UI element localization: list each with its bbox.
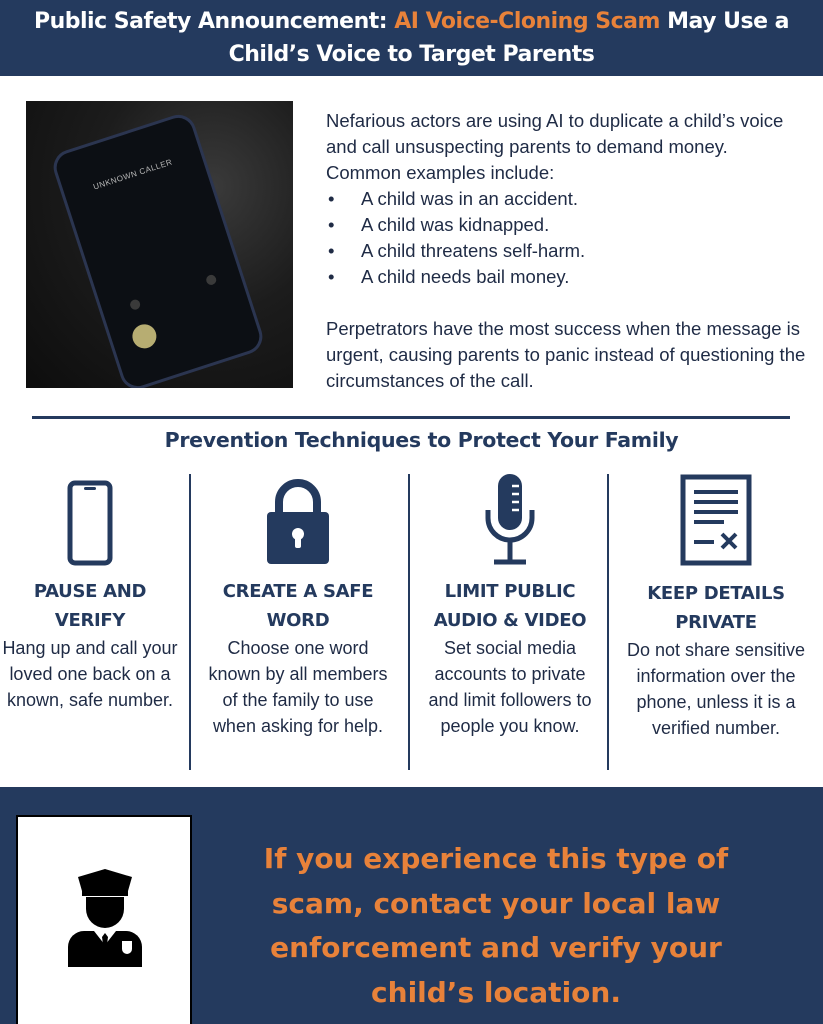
microphone-icon	[418, 470, 602, 566]
example-item: • A child needs bail money.	[326, 264, 806, 290]
announcement-header	[0, 0, 823, 76]
technique-description: Do not share sensitive information over the phone, unless it is a verified number.	[626, 640, 806, 738]
technique-limit-media	[418, 470, 602, 739]
example-item: • A child threatens self-harm.	[326, 238, 806, 264]
scam-description	[326, 108, 806, 394]
technique-title: CREATE A SAFE WORD	[222, 581, 374, 631]
contact-law-enforcement-message: If you experience this type of scam, contact your local law enforcement and verify your child’s location.	[263, 842, 729, 1009]
prevention-heading: Prevention Techniques to Protect Your Family	[164, 428, 679, 452]
police-officer-icon	[66, 869, 144, 969]
lock-icon	[203, 470, 393, 566]
technique-title: KEEP DETAILS PRIVATE	[647, 583, 785, 633]
column-divider	[189, 474, 191, 770]
technique-description: Set social media accounts to private and limit followers to people you know.	[428, 638, 592, 736]
technique-title: LIMIT PUBLIC AUDIO & VIDEO	[433, 581, 587, 631]
speaker-icon	[205, 274, 218, 287]
header-title-accent: AI Voice-Cloning Scam	[394, 9, 660, 34]
technique-description: Hang up and call your loved one back on a known, safe number.	[2, 638, 178, 710]
header-title-end: May Use a Child’s Voice to Target Parents	[228, 9, 790, 67]
smartphone-image	[49, 110, 267, 388]
success-paragraph: Perpetrators have the most success when the message is urgent, causing parents to panic instead of questioning the circumstances of the call.	[326, 318, 806, 391]
call-to-action-banner	[0, 787, 823, 1024]
header-title-start: Public Safety Announcement:	[33, 9, 395, 34]
document-icon	[616, 470, 816, 566]
example-item: • A child was kidnapped.	[326, 212, 806, 238]
incoming-call-photo	[26, 101, 293, 388]
examples-list	[326, 186, 806, 290]
caller-label: UNKNOWN CALLER	[92, 157, 174, 192]
column-divider	[408, 474, 410, 770]
example-item: • A child was in an accident.	[326, 186, 806, 212]
officer-icon-box	[16, 815, 192, 1024]
section-divider	[32, 416, 790, 419]
technique-pause-verify	[0, 470, 180, 713]
technique-title: PAUSE AND VERIFY	[33, 581, 147, 631]
technique-safe-word	[203, 470, 393, 739]
technique-keep-private	[616, 470, 816, 741]
intro-paragraph: Nefarious actors are using AI to duplicate a child’s voice and call unsuspecting parents to demand money. Common examples include:	[326, 110, 784, 183]
answer-call-icon	[129, 321, 159, 351]
mute-icon	[129, 298, 142, 311]
phone-icon	[0, 470, 180, 566]
technique-description: Choose one word known by all members of the family to use when asking for help.	[208, 638, 388, 736]
column-divider	[607, 474, 609, 770]
